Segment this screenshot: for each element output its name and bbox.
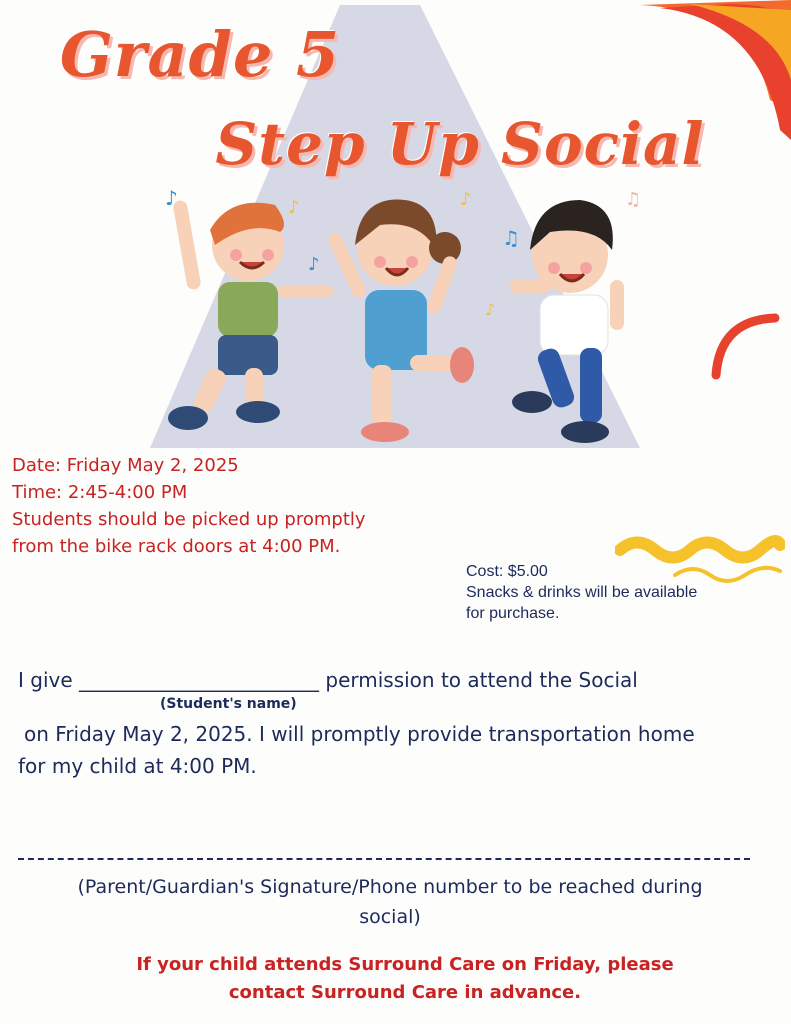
red-arc-decoration: [700, 300, 791, 400]
cost-info: [466, 561, 697, 624]
signature-line[interactable]: [18, 858, 750, 860]
music-note-icon: ♪: [165, 186, 178, 210]
cost-price: Cost: $5.00: [466, 563, 548, 580]
surround-care-notice-line2: contact Surround Care in advance.: [228, 982, 582, 1003]
pickup-instructions-line2: from the bike rack doors at 4:00 PM.: [12, 536, 341, 557]
permission-line3: for my child at 4:00 PM.: [18, 754, 257, 778]
music-note-icon: ♫: [625, 189, 642, 210]
snacks-note-line1: Snacks & drinks will be available: [466, 584, 698, 601]
music-note-icon: ♪: [288, 197, 300, 218]
music-note-icon: ♫: [502, 226, 520, 250]
music-note-icon: ♪: [308, 254, 320, 275]
event-info: [12, 452, 366, 560]
event-date: Date: Friday May 2, 2025: [12, 455, 239, 476]
permission-line2: on Friday May 2, 2025. I will promptly provide transportation home: [24, 722, 695, 746]
title-grade: Grade 5: [59, 18, 341, 91]
surround-care-notice-line1: If your child attends Surround Care on Friday, please: [136, 954, 674, 975]
title-step-up-social: Step Up Social: [215, 110, 705, 178]
permission-suffix: permission to attend the Social: [325, 668, 638, 692]
snacks-note-line2: for purchase.: [466, 605, 560, 622]
permission-line1: [18, 668, 638, 692]
music-note-icon: ♪: [485, 300, 496, 319]
student-name-blank[interactable]: ________________________: [79, 668, 320, 692]
signature-caption-line1: (Parent/Guardian's Signature/Phone number to be reached during: [77, 876, 703, 898]
pickup-instructions-line1: Students should be picked up promptly: [12, 509, 366, 530]
music-note-icon: ♪: [460, 189, 472, 210]
student-name-label: (Student's name): [160, 696, 297, 712]
signature-caption-line2: social): [359, 906, 421, 928]
event-time: Time: 2:45-4:00 PM: [12, 482, 188, 503]
permission-prefix: I give: [18, 668, 73, 692]
